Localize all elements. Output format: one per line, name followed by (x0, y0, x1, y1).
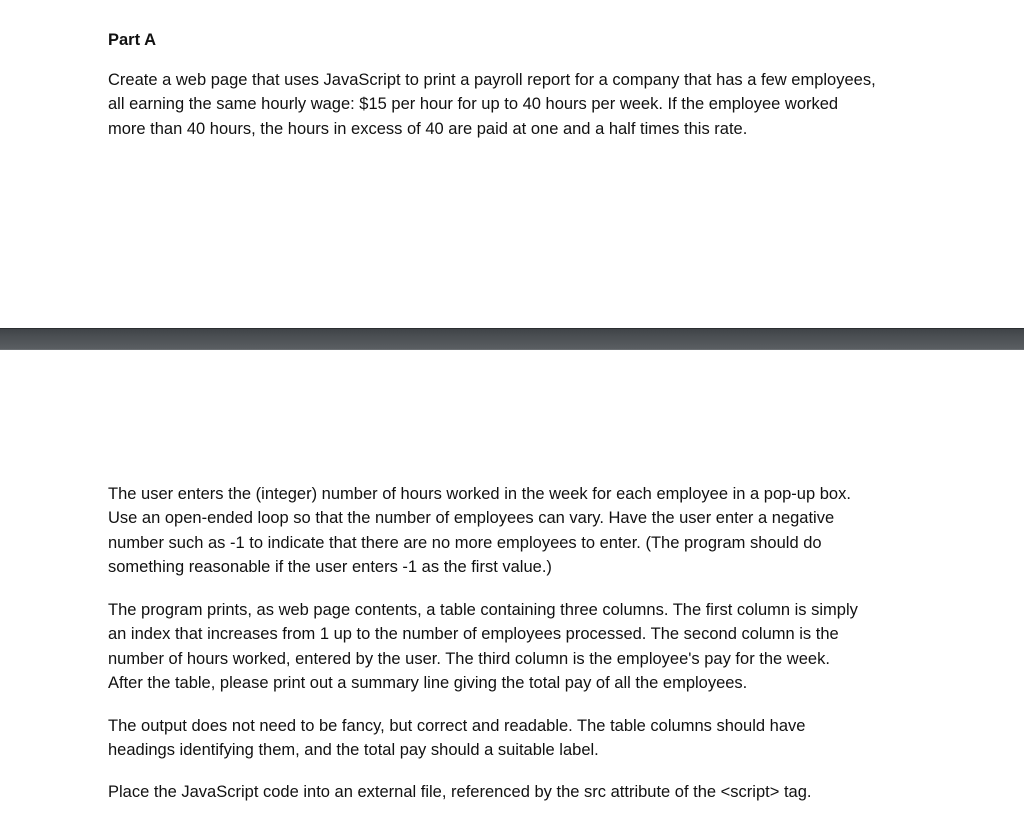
external-script-paragraph (108, 780, 988, 804)
intro-paragraph (108, 68, 988, 141)
output-line: number of hours worked, entered by the user. The third column is the employee's pay for the week. (108, 649, 830, 668)
input-line: something reasonable if the user enters -1 as the first value.) (108, 557, 552, 576)
document-page-top (0, 0, 1024, 328)
input-requirements-paragraph (108, 482, 988, 579)
output-line: After the table, please print out a summary line giving the total pay of all the employees. (108, 673, 748, 692)
intro-line: Create a web page that uses JavaScript to print a payroll report for a company that has a few employees, (108, 71, 876, 89)
intro-line: more than 40 hours, the hours in excess of 40 are paid at one and a half times this rate. (108, 119, 748, 138)
document-page-bottom (0, 350, 1024, 839)
output-line: The program prints, as web page contents, a table containing three columns. The first column is simply (108, 601, 858, 619)
input-line: The user enters the (integer) number of hours worked in the week for each employee in a pop-up box. (108, 485, 851, 503)
format-requirements-paragraph (108, 714, 988, 763)
format-line: The output does not need to be fancy, but correct and readable. The table columns should have (108, 717, 806, 735)
page-divider (0, 328, 1024, 350)
input-line: number such as -1 to indicate that there are no more employees to enter. (The program should do (108, 533, 822, 552)
output-requirements-paragraph (108, 598, 988, 695)
format-line: headings identifying them, and the total pay should a suitable label. (108, 741, 599, 760)
intro-line: all earning the same hourly wage: $15 per hour for up to 40 hours per week. If the employee worked (108, 95, 839, 114)
external-script-line: Place the JavaScript code into an external file, referenced by the src attribute of the <script> tag. (108, 783, 812, 801)
part-a-heading: Part A (108, 31, 156, 49)
output-line: an index that increases from 1 up to the number of employees processed. The second column is the (108, 625, 839, 644)
input-line: Use an open-ended loop so that the number of employees can vary. Have the user enter a negative (108, 509, 835, 528)
